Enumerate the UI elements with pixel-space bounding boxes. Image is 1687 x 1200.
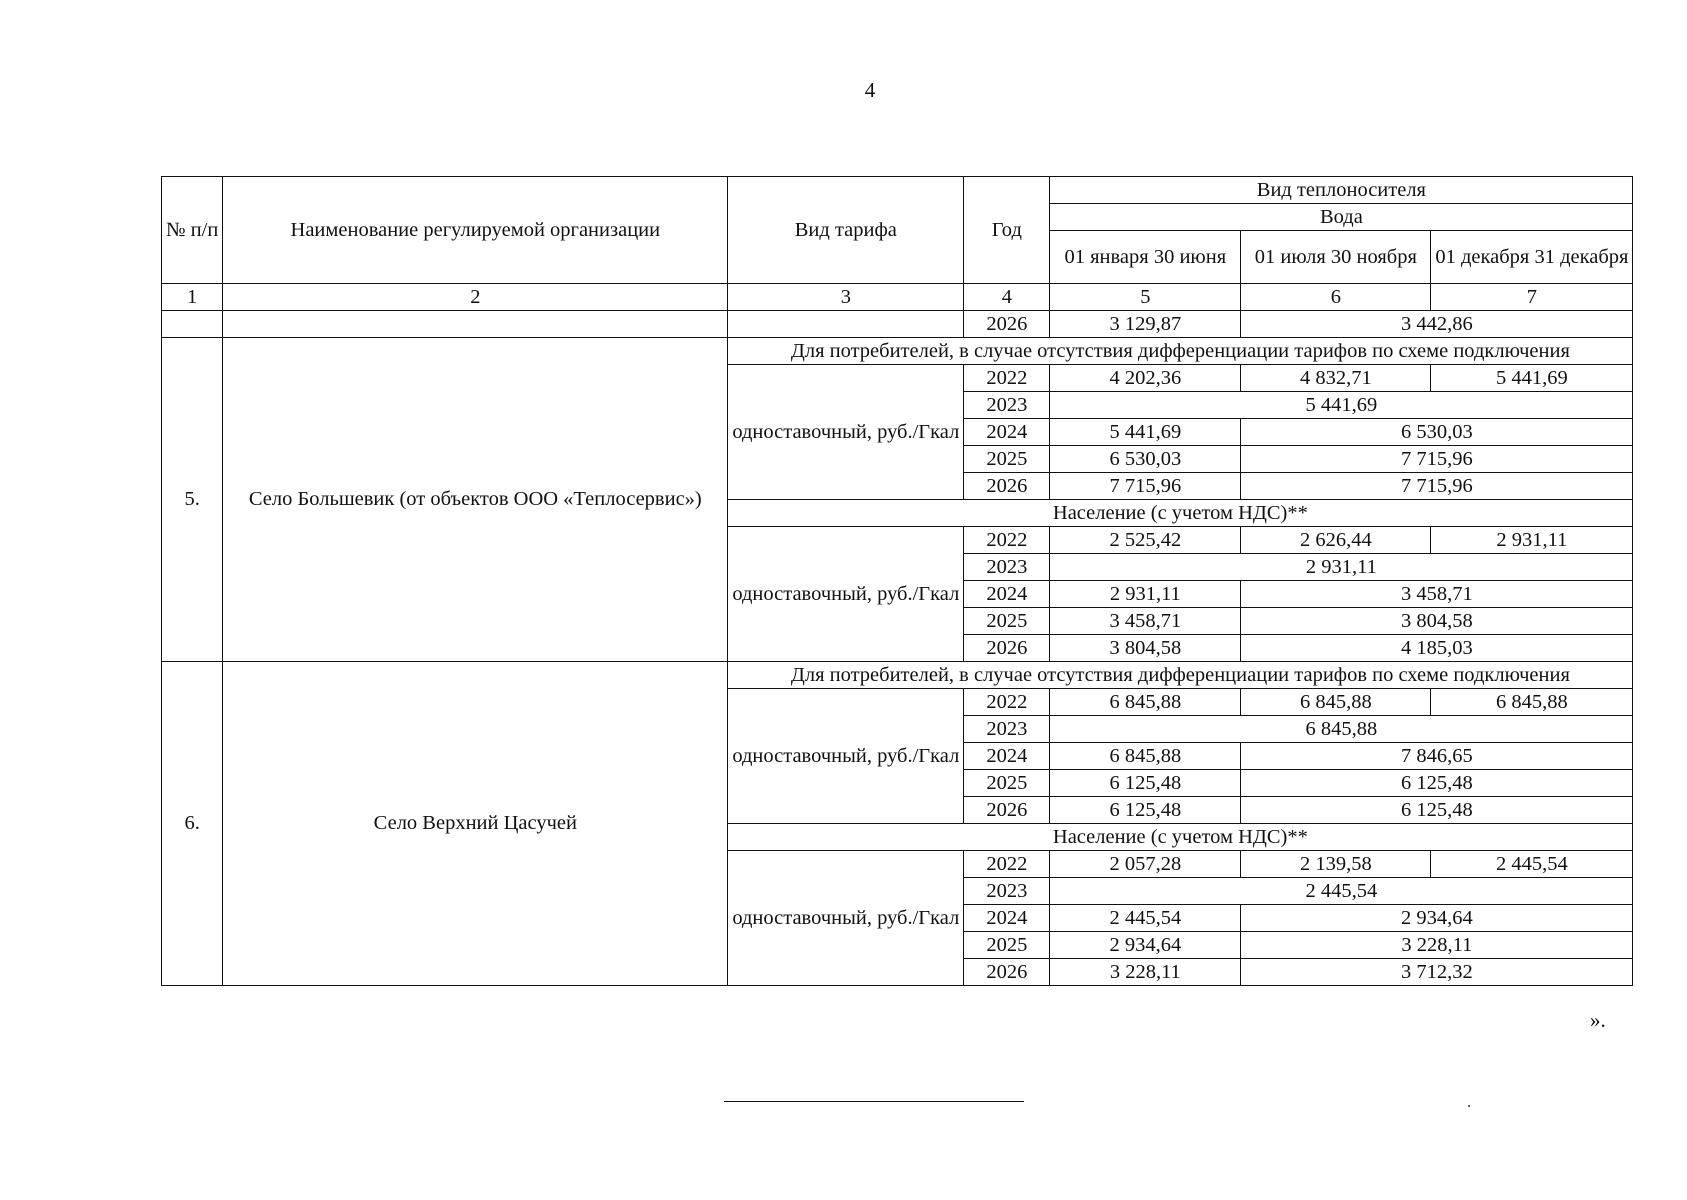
org-number: 5. [162, 338, 223, 662]
tariff-value: 6 530,03 [1050, 446, 1241, 473]
tariff-value: 2 057,28 [1050, 851, 1241, 878]
tariff-value: 4 185,03 [1241, 635, 1633, 662]
year-cell: 2023 [964, 878, 1050, 905]
empty-cell [728, 311, 964, 338]
tariff-value: 7 715,96 [1241, 446, 1633, 473]
tariff-value: 2 139,58 [1241, 851, 1431, 878]
tariff-value: 6 845,88 [1050, 689, 1241, 716]
tariff-value: 3 228,11 [1050, 959, 1241, 986]
tariff-value: 2 931,11 [1050, 554, 1633, 581]
tariff-value: 5 441,69 [1050, 419, 1241, 446]
tariff-value: 6 845,88 [1050, 716, 1633, 743]
year-cell: 2026 [964, 635, 1050, 662]
tariff-value: 3 712,32 [1241, 959, 1633, 986]
tariff-value: 7 846,65 [1241, 743, 1633, 770]
tariff-type: одноставочный, руб./Гкал [728, 851, 964, 986]
col-number: 5 [1050, 284, 1241, 311]
col-number: 6 [1241, 284, 1431, 311]
year-cell: 2022 [964, 851, 1050, 878]
tariff-value: 2 445,54 [1431, 851, 1633, 878]
tariff-value: 7 715,96 [1050, 473, 1241, 500]
tariff-value: 3 458,71 [1241, 581, 1633, 608]
tariff-value: 3 228,11 [1241, 932, 1633, 959]
group-title: Для потребителей, в случае отсутствия дифференциации тарифов по схеме подключения [728, 662, 1633, 689]
tariff-type: одноставочный, руб./Гкал [728, 365, 964, 500]
footer-rule [724, 1101, 1024, 1102]
year-cell: 2025 [964, 770, 1050, 797]
closing-quote: ». [1590, 1008, 1606, 1032]
tariff-value: 3 442,86 [1241, 311, 1633, 338]
year-cell: 2023 [964, 554, 1050, 581]
org-name: Село Верхний Цасучей [223, 662, 728, 986]
page-number: 4 [864, 78, 876, 102]
year-cell: 2024 [964, 581, 1050, 608]
tariff-value: 5 441,69 [1050, 392, 1633, 419]
tariff-value: 6 845,88 [1050, 743, 1241, 770]
tariff-value: 2 931,11 [1050, 581, 1241, 608]
header-tariff-type: Вид тарифа [728, 177, 964, 284]
tariff-type: одноставочный, руб./Гкал [728, 527, 964, 662]
empty-cell [162, 311, 223, 338]
tariff-value: 4 202,36 [1050, 365, 1241, 392]
tariff-value: 7 715,96 [1241, 473, 1633, 500]
tariff-value: 6 530,03 [1241, 419, 1633, 446]
col-number: 3 [728, 284, 964, 311]
year-cell: 2024 [964, 419, 1050, 446]
header-water: Вода [1050, 204, 1633, 231]
org-name: Село Большевик (от объектов ООО «Теплосервис») [223, 338, 728, 662]
year-cell: 2023 [964, 716, 1050, 743]
year-cell: 2026 [964, 473, 1050, 500]
tariff-value: 6 125,48 [1241, 770, 1633, 797]
tariff-value: 2 931,11 [1431, 527, 1633, 554]
year-cell: 2023 [964, 392, 1050, 419]
year-cell: 2026 [964, 311, 1050, 338]
group-title: Население (с учетом НДС)** [728, 824, 1633, 851]
header-period-2: 01 июля 30 ноября [1241, 231, 1431, 284]
year-cell: 2022 [964, 365, 1050, 392]
header-year: Год [964, 177, 1050, 284]
header-period-3: 01 декабря 31 декабря [1431, 231, 1633, 284]
tariff-value: 6 125,48 [1241, 797, 1633, 824]
tariff-table [161, 176, 1633, 986]
col-number: 4 [964, 284, 1050, 311]
tariff-value: 6 845,88 [1431, 689, 1633, 716]
col-number: 1 [162, 284, 223, 311]
col-number: 2 [223, 284, 728, 311]
col-number: 7 [1431, 284, 1633, 311]
tariff-type: одноставочный, руб./Гкал [728, 689, 964, 824]
year-cell: 2026 [964, 797, 1050, 824]
tariff-value: 3 804,58 [1050, 635, 1241, 662]
tariff-value: 6 125,48 [1050, 770, 1241, 797]
tariff-value: 5 441,69 [1431, 365, 1633, 392]
group-title: Для потребителей, в случае отсутствия дифференциации тарифов по схеме подключения [728, 338, 1633, 365]
year-cell: 2025 [964, 932, 1050, 959]
year-cell: 2024 [964, 905, 1050, 932]
header-period-1: 01 января 30 июня [1050, 231, 1241, 284]
year-cell: 2022 [964, 689, 1050, 716]
tariff-value: 3 458,71 [1050, 608, 1241, 635]
tariff-value: 2 445,54 [1050, 878, 1633, 905]
tariff-value: 2 934,64 [1050, 932, 1241, 959]
tariff-value: 3 129,87 [1050, 311, 1241, 338]
tariff-value: 2 525,42 [1050, 527, 1241, 554]
scan-dot [1468, 1105, 1470, 1107]
tariff-value: 6 845,88 [1241, 689, 1431, 716]
year-cell: 2025 [964, 608, 1050, 635]
tariff-value: 2 626,44 [1241, 527, 1431, 554]
header-coolant: Вид теплоносителя [1050, 177, 1633, 204]
empty-cell [223, 311, 728, 338]
year-cell: 2022 [964, 527, 1050, 554]
tariff-value: 2 445,54 [1050, 905, 1241, 932]
year-cell: 2026 [964, 959, 1050, 986]
org-number: 6. [162, 662, 223, 986]
tariff-value: 2 934,64 [1241, 905, 1633, 932]
group-title: Население (с учетом НДС)** [728, 500, 1633, 527]
tariff-value: 3 804,58 [1241, 608, 1633, 635]
tariff-value: 6 125,48 [1050, 797, 1241, 824]
header-num: № п/п [162, 177, 223, 284]
header-org-name: Наименование регулируемой организации [223, 177, 728, 284]
year-cell: 2024 [964, 743, 1050, 770]
year-cell: 2025 [964, 446, 1050, 473]
tariff-value: 4 832,71 [1241, 365, 1431, 392]
